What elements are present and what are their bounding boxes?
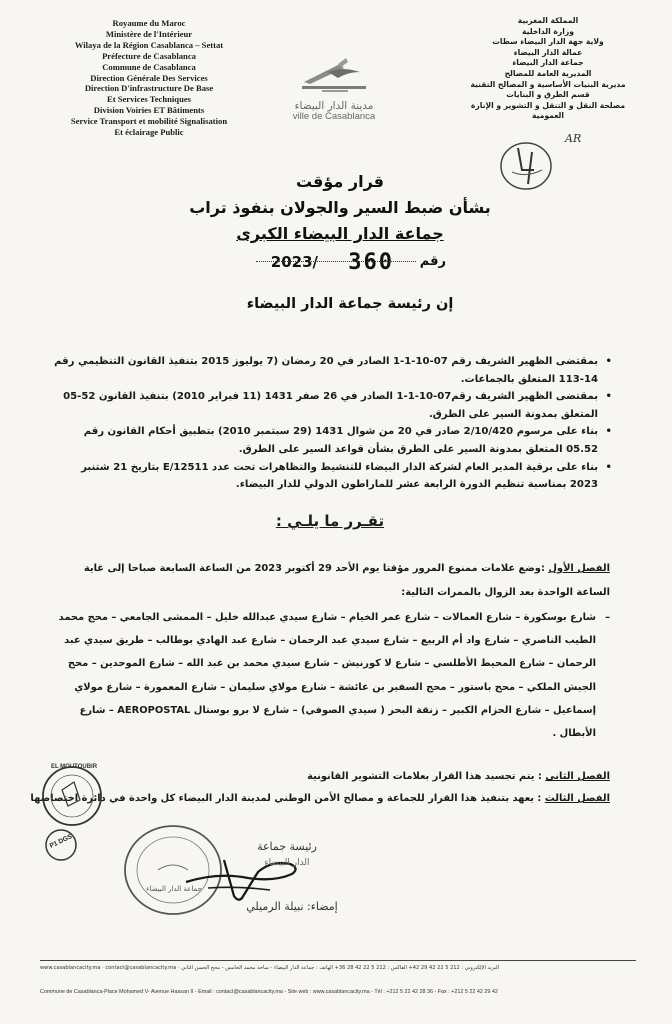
streets-list: شارع بوسكورة – شارع العمالات – شارع عمر الخيام – شارع سيدي عبدالله خليل – الممشى الجامعي – محج محمد الطيب الناصري – شارع واد أم الربيع – شارع سيدي عبد الرحمان – شارع عبد الهادي بوطالب – طريق سيدي عبد الرحمان – شارع المحيط الأطلسي – شارع لا كورنيش – شارع سيدي محمد بن عبد الله – شارع الموحدين – محج الجيش الملكي – محج باستور – محج السفير بن عائشة – شارع مولاي سليمان – شارع المعمورة – شارع مولاي إسماعيل – شارع الحزام الكبير – زنقة البحر ( سيدي الصوفي) – شارع لا برو بوستال AEROPOSTAL – شارع الأبطال . – (55, 606, 610, 745)
letterhead-line: ولاية جهة الدار البيضاء سطات (492, 37, 604, 47)
decision-number-line (236, 250, 456, 280)
decides-heading: تقـرر ما يلـي : (275, 512, 385, 530)
signatory-commune: الدار البيضاء (264, 858, 310, 868)
letterhead-line: Royaume du Maroc (112, 18, 186, 28)
article-3-label: الفصل الثالث (544, 793, 610, 804)
letterhead-line: Division Voiries ET Bâtiments (93, 105, 205, 116)
article-2-label: الفصل الثاني (545, 771, 610, 782)
issuer-line: إن رئيسة جماعة الدار البيضاء (246, 296, 454, 312)
number-label: رقم (419, 254, 446, 269)
preamble-item: • بناء على مرسوم 2/10/420 صادر في 20 من شوال 1431 (29 سبتمبر 2010) بتطبيق أحكام القانون رقم 05.52 المتعلق بمدونة السير على الطرق بشأن قواعد السير على الطرق. (52, 423, 612, 458)
letterhead-line: عمالة الدار البيضاء (513, 47, 583, 57)
footer-divider (40, 960, 636, 961)
preamble-item: • بناء على برقية المدير العام لشركة الدار البيضاء للتنشيط والتظاهرات تحت عدد E/12511 بتاريخ 21 شتنبر 2023 بمناسبة تنظيم الدورة الرابعة عشر للماراطون الدولي للدار البيضاء. (52, 459, 612, 494)
letterhead-line: Et éclairage Public (114, 127, 184, 138)
article-1 (60, 557, 610, 605)
letterhead-line: مديرية البنيات الأساسية و المصالح التقنية (470, 79, 626, 89)
letterhead-line: المملكة المغربية (517, 16, 579, 25)
articles-2-3 (30, 766, 610, 810)
footer-french: Commune de Casablanca-Place Mohamed V- Avenue Hassan II - Email : contact@casablancacity.ma - Site web : www.casablancacity.ma - Tél : +212 5 22 42 28 36 - Fax : +212 5 22 42 29 42 (40, 989, 498, 995)
letterhead-line: Ministère de l'Intérieur (105, 28, 193, 39)
article-2-text: : يتم تجسيد هذا القرار بعلامات التشوير القانونية (307, 771, 542, 782)
small-stamp-text: P1 DGS (48, 833, 74, 850)
footer-arabic: www.casablancacity.ma · contact@casablancacity.ma · البريد الإلكتروني : 212 5 22 42 29 42+ الفاكس : 212 5 22 42 28 36+ الهاتف : جماعة الدار البيضاء - ساحة محمد الخامس - محج الحسن الثاني (40, 965, 499, 971)
letterhead-line: Wilaya de la Région Casablanca – Settat (74, 39, 224, 50)
decision-year: 2023/ (270, 253, 318, 271)
signatory-name: إمضاء: نبيلة الرميلي (246, 900, 338, 913)
french-letterhead (44, 18, 254, 138)
letterhead-line: Commune de Casablanca (102, 61, 196, 72)
article-2 (60, 766, 610, 788)
letterhead-line: وزارة الداخلية (522, 26, 574, 36)
letterhead-line: المديرية العامة للمصالح (504, 68, 592, 78)
letterhead-line: Direction Générale Des Services (90, 72, 208, 83)
decision-number: 360 (348, 250, 394, 275)
logo-arabic-text: مدينة الدار البيضاء (294, 100, 374, 112)
streets-text: شارع بوسكورة – شارع العمالات – شارع عمر الخيام – شارع سيدي عبدالله خليل – الممشى الجامعي – محج محمد الطيب الناصري – شارع واد أم الربيع – شارع سيدي عبد الرحمان – شارع عبد الهادي بوطالب – طريق سيدي عبد الرحمان – شارع المحيط الأطلسي – شارع لا كورنيش – شارع سيدي محمد بن عبد الله – شارع الموحدين – محج الجيش الملكي – محج باستور – محج السفير بن عائشة – شارع مولاي سليمان – شارع المعمورة – شارع مولاي إسماعيل – شارع الحزام الكبير – زنقة البحر ( سيدي الصوفي) – شارع لا برو بوستال AEROPOSTAL – شارع الأبطال . (58, 612, 596, 740)
arabic-letterhead (458, 16, 638, 122)
round-stamp-icon (40, 760, 104, 830)
decision-subject: بشأن ضبط السير والجولان بنفوذ تراب (189, 198, 491, 217)
letterhead-line: Direction D'infrastructure De Base (84, 83, 214, 94)
signatory-title: رئيسة جماعة (257, 840, 317, 853)
decision-commune: جماعة الدار البيضاء الكبرى (236, 224, 444, 243)
letterhead-line: Préfecture de Casablanca (102, 50, 196, 61)
letterhead-line: قسم الطرق و البنايات (506, 90, 590, 100)
article-1-label: الفصل الأول (548, 563, 610, 574)
article-3 (30, 788, 610, 810)
article-1-text: :وضع علامات ممنوع المرور مؤقتا يوم الأحد 29 أكتوبر 2023 من الساعة السابعة صباحا إلى غاية الساعة الواحدة بعد الزوال بالممرات التالية: (83, 563, 610, 598)
letterhead-line: Service Transport et mobilité Signalisation (70, 116, 228, 127)
handwritten-initials: AR (565, 132, 582, 145)
preamble-item: • بمقتضى الظهير الشريف رقم07-10-1-1 الصادر في 26 صفر 1431 (11 فبراير 2010) بتنفيذ القانون 52-05 المتعلق بمدونة السير على الطرق. (52, 388, 612, 423)
preamble-list (52, 353, 612, 494)
city-logo (276, 52, 392, 130)
article-3-text: : يعهد بتنفيذ هذا القرار للجماعة و مصالح الأمن الوطني لمدينة الدار البيضاء كل واحدة في دائرة اختصاصها (30, 793, 542, 804)
letterhead-line: Et Services Techniques (106, 94, 192, 105)
letterhead-line: مصلحة النقل و التنقل و التشوير و الإنارة العمومية (470, 100, 626, 121)
round-stamp-text: EL MOUTOUBIR (50, 764, 98, 770)
preamble-item: • بمقتضى الظهير الشريف رقم 07-10-1-1 الصادر في 20 رمضان (7 يوليوز 2015 بتنفيذ القانون التنظيمي رقم 14-113 المتعلق بالجماعات. (52, 353, 612, 388)
city-emblem-icon (294, 52, 374, 96)
seal-text: جماعة الدار البيضاء (146, 885, 202, 893)
logo-latin-text: ville de Casablanca (292, 111, 376, 122)
decision-title: قرار مؤقت (295, 172, 385, 191)
letterhead-line: جماعة الدار البيضاء (512, 58, 584, 68)
